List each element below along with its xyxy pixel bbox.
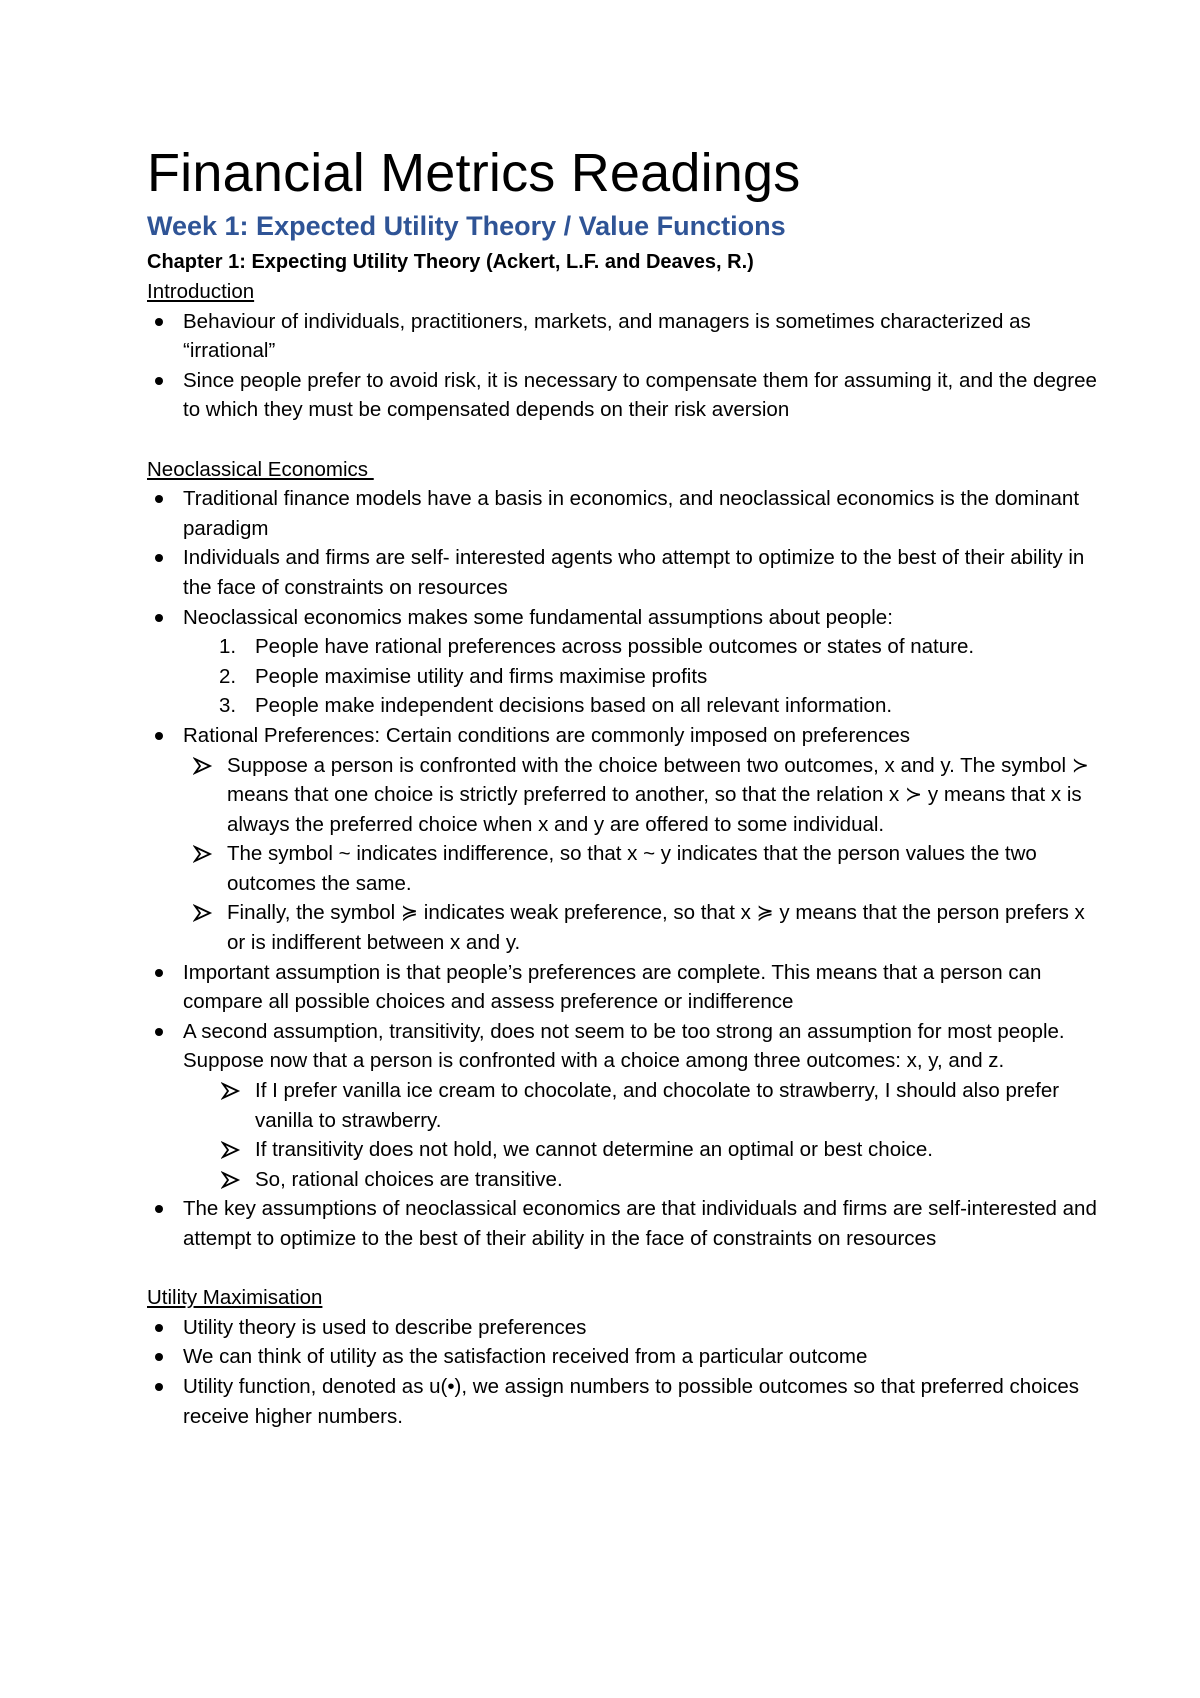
list-item: Neoclassical economics makes some fundamental assumptions about people: 1. People have rational preferences across possible outcomes or states of nature. 2. People maximise utility and firms maximise profits 3. People make independent decisions based on all relevant information. — [147, 603, 1100, 721]
utility-list — [147, 1313, 1100, 1431]
bullet-icon — [155, 1028, 163, 1036]
preferences-sublist — [147, 751, 1100, 958]
numbered-item: 3. People make independent decisions based on all relevant information. — [219, 694, 893, 718]
arrow-bullet-icon — [221, 1082, 241, 1100]
sub-list-item: If I prefer vanilla ice cream to chocolate, and chocolate to strawberry, I should also prefer vanilla to strawberry. — [219, 1076, 1100, 1135]
bullet-icon — [155, 614, 163, 622]
chapter-heading: Chapter 1: Expecting Utility Theory (Ackert, L.F. and Deaves, R.) — [147, 251, 754, 273]
list-item: Important assumption is that people’s preferences are complete. This means that a person can compare all possible choices and assess preference or indifference — [147, 958, 1100, 1017]
transitivity-sublist — [147, 1076, 1100, 1194]
list-item: We can think of utility as the satisfaction received from a particular outcome — [147, 1342, 1100, 1372]
arrow-bullet-icon — [193, 757, 213, 775]
sub-list-item: If transitivity does not hold, we cannot determine an optimal or best choice. — [219, 1135, 1100, 1165]
sub-list-item: The symbol ~ indicates indifference, so that x ~ y indicates that the person values the two outcomes the same. — [191, 839, 1100, 898]
assumptions-numbered-list — [147, 632, 1100, 721]
arrow-bullet-icon — [193, 904, 213, 922]
bullet-icon — [155, 377, 163, 385]
document-title: Financial Metrics Readings — [147, 143, 801, 203]
introduction-list — [147, 307, 1100, 425]
bullet-icon — [155, 495, 163, 503]
list-item: Rational Preferences: Certain conditions are commonly imposed on preferences Suppose a person is confronted with the choice between two outcomes, x and y. The symbol ≻ means that one choice is strictly preferred to another, so that the relation x ≻ y means that x is always the preferred choice when x and y are offered to some individual. The symbol ~ indicates indifference, so that x ~ y indicates that the person values the two outcomes the same. Finally, the symbol ≽ indicates weak preference, so that x ≽ y means that the person prefers x or is indifferent between x and y. — [147, 721, 1100, 958]
arrow-bullet-icon — [193, 845, 213, 863]
utility-heading: Utility Maximisation — [147, 1286, 323, 1310]
neoclassical-heading: Neoclassical Economics — [147, 457, 374, 481]
sub-list-item: So, rational choices are transitive. — [219, 1165, 1100, 1195]
bullet-icon — [155, 732, 163, 740]
sub-list-item: Suppose a person is confronted with the choice between two outcomes, x and y. The symbol ≻ means that one choice is strictly preferred to another, so that the relation x ≻ y means that x is always the preferred choice when x and y are offered to some individual. — [191, 751, 1100, 840]
week-subtitle: Week 1: Expected Utility Theory / Value Functions — [147, 211, 786, 241]
list-item: A second assumption, transitivity, does not seem to be too strong an assumption for most people. Suppose now that a person is confronted with a choice among three outcomes: x, y, and z. If I prefer vanilla ice cream to chocolate, and chocolate to strawberry, I should also prefer vanilla to strawberry. If transitivity does not hold, we cannot determine an optimal or best choice. So, rational choices are transitive. — [147, 1017, 1100, 1195]
sub-list-item: Finally, the symbol ≽ indicates weak preference, so that x ≽ y means that the person prefers x or is indifferent between x and y. — [191, 898, 1100, 957]
list-item: The key assumptions of neoclassical economics are that individuals and firms are self-interested and attempt to optimize to the best of their ability in the face of constraints on resources — [147, 1194, 1100, 1253]
list-item: Individuals and firms are self- interested agents who attempt to optimize to the best of their ability in the face of constraints on resources — [147, 543, 1100, 602]
bullet-icon — [155, 318, 163, 326]
list-item: Utility theory is used to describe preferences — [147, 1313, 1100, 1343]
bullet-icon — [155, 969, 163, 977]
introduction-heading: Introduction — [147, 280, 255, 303]
arrow-bullet-icon — [221, 1171, 241, 1189]
list-item: Behaviour of individuals, practitioners, markets, and managers is sometimes characterized as “irrational” — [147, 307, 1100, 366]
list-item: Traditional finance models have a basis in economics, and neoclassical economics is the dominant paradigm — [147, 484, 1100, 543]
bullet-icon — [155, 1205, 163, 1213]
list-item: Utility function, denoted as u(•), we assign numbers to possible outcomes so that preferred choices receive higher numbers. — [147, 1372, 1100, 1431]
bullet-icon — [155, 1353, 163, 1361]
neoclassical-list — [147, 484, 1100, 1253]
numbered-item: 2. People maximise utility and firms maximise profits — [219, 664, 708, 688]
list-item: Since people prefer to avoid risk, it is necessary to compensate them for assuming it, and the degree to which they must be compensated depends on their risk aversion — [147, 366, 1100, 425]
bullet-icon — [155, 1324, 163, 1332]
bullet-icon — [155, 554, 163, 562]
bullet-icon — [155, 1383, 163, 1391]
numbered-item: 1. People have rational preferences across possible outcomes or states of nature. — [219, 635, 975, 659]
arrow-bullet-icon — [221, 1141, 241, 1159]
